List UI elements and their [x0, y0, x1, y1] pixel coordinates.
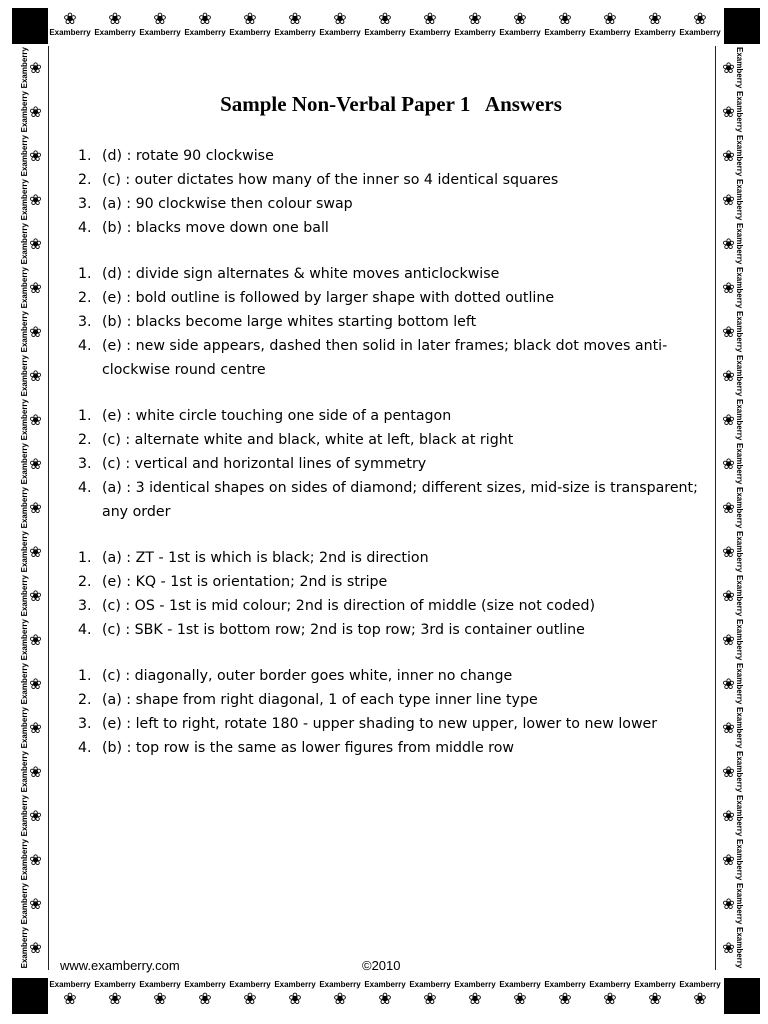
- dancing-figures-icon: ❀: [333, 9, 347, 28]
- border-logo-unit: [138, 972, 182, 1008]
- answer-text: (c) : OS - 1st is mid colour; 2nd is direction of middle (size not coded): [102, 598, 596, 614]
- answer-section: [78, 262, 698, 382]
- border-brand-text: Examberry: [20, 91, 30, 133]
- border-brand-text: Examberry: [734, 487, 744, 529]
- border-brand-text: Examberry: [409, 980, 451, 989]
- border-brand-text: Examberry: [734, 619, 744, 661]
- border-brand-text: Examberry: [734, 575, 744, 617]
- dancing-figures-icon: ❀: [722, 103, 735, 121]
- border-logo-unit: [716, 838, 750, 882]
- border-brand-text: Examberry: [184, 980, 226, 989]
- answer-text: (c) : diagonally, outer border goes white, inner no change: [102, 668, 513, 684]
- border-brand-text: Examberry: [20, 223, 30, 265]
- dancing-figures-icon: ❀: [423, 9, 437, 28]
- border-brand-text: Examberry: [20, 399, 30, 441]
- dancing-figures-icon: ❀: [29, 587, 42, 605]
- answer-text: (e) : new side appears, dashed then solid in later frames; black dot moves anti-clockwise round centre: [102, 338, 668, 378]
- border-logo-unit: [14, 442, 48, 486]
- border-brand-text: Examberry: [734, 839, 744, 881]
- dancing-figures-icon: ❀: [722, 499, 735, 517]
- border-logo-unit: [14, 134, 48, 178]
- border-logo-unit: [408, 10, 452, 46]
- answer-item: [78, 688, 698, 712]
- border-brand-text: Examberry: [734, 531, 744, 573]
- border-logo-unit: [716, 618, 750, 662]
- answer-number: 1.: [78, 408, 92, 424]
- border-logo-unit: [93, 10, 137, 46]
- answer-item: [78, 168, 698, 192]
- dancing-figures-icon: ❀: [29, 939, 42, 957]
- answer-text: (e) : KQ - 1st is orientation; 2nd is stripe: [102, 574, 388, 590]
- border-logo-unit: [588, 10, 632, 46]
- answer-text: (a) : 3 identical shapes on sides of diamond; different sizes, mid-size is transparent; any order: [102, 480, 698, 520]
- border-brand-text: Examberry: [20, 531, 30, 573]
- border-brand-text: Examberry: [734, 267, 744, 309]
- dancing-figures-icon: ❀: [722, 631, 735, 649]
- answer-number: 1.: [78, 148, 92, 164]
- dancing-figures-icon: ❀: [108, 989, 122, 1008]
- border-brand-text: Examberry: [679, 980, 721, 989]
- border-brand-text: Examberry: [734, 883, 744, 925]
- dancing-figures-icon: ❀: [29, 411, 42, 429]
- answer-number: 2.: [78, 574, 92, 590]
- border-logo-unit: [273, 972, 317, 1008]
- dancing-figures-icon: ❀: [29, 851, 42, 869]
- dancing-figures-icon: ❀: [722, 807, 735, 825]
- border-logo-unit: [363, 972, 407, 1008]
- answer-number: 2.: [78, 432, 92, 448]
- border-brand-text: Examberry: [94, 980, 136, 989]
- border-brand-text: Examberry: [734, 179, 744, 221]
- border-logo-unit: [716, 222, 750, 266]
- border-logo-unit: [716, 266, 750, 310]
- answer-number: 4.: [78, 480, 92, 496]
- border-brand-text: Examberry: [274, 980, 316, 989]
- dancing-figures-icon: ❀: [722, 367, 735, 385]
- dancing-figures-icon: ❀: [333, 989, 347, 1008]
- border-logo-unit: [183, 972, 227, 1008]
- dancing-figures-icon: ❀: [693, 989, 707, 1008]
- dancing-figures-icon: ❀: [378, 9, 392, 28]
- border-brand-text: Examberry: [20, 795, 30, 837]
- border-logo-unit: [14, 706, 48, 750]
- border-brand-text: Examberry: [734, 91, 744, 133]
- border-logo-unit: [14, 222, 48, 266]
- border-logo-unit: [498, 10, 542, 46]
- border-logo-unit: [716, 134, 750, 178]
- border-logo-unit: [678, 10, 722, 46]
- border-brand-text: Examberry: [409, 28, 451, 37]
- answer-item: [78, 404, 698, 428]
- border-brand-text: Examberry: [20, 135, 30, 177]
- answer-number: 1.: [78, 266, 92, 282]
- answer-text: (e) : bold outline is followed by larger shape with dotted outline: [102, 290, 555, 306]
- answer-item: [78, 286, 698, 310]
- dancing-figures-icon: ❀: [63, 989, 77, 1008]
- border-brand-text: Examberry: [634, 980, 676, 989]
- border-logo-unit: [14, 266, 48, 310]
- answer-number: 2.: [78, 290, 92, 306]
- dancing-figures-icon: ❀: [243, 989, 257, 1008]
- border-brand-text: Examberry: [20, 179, 30, 221]
- answer-text: (e) : left to right, rotate 180 - upper shading to new upper, lower to new lower: [102, 716, 658, 732]
- border-strip-left: [14, 46, 48, 972]
- border-brand-text: Examberry: [544, 980, 586, 989]
- border-brand-text: Examberry: [319, 28, 361, 37]
- answer-item: [78, 334, 698, 382]
- border-logo-unit: [716, 442, 750, 486]
- dancing-figures-icon: ❀: [722, 455, 735, 473]
- dancing-figures-icon: ❀: [468, 9, 482, 28]
- answer-item: [78, 546, 698, 570]
- dancing-figures-icon: ❀: [722, 235, 735, 253]
- border-brand-text: Examberry: [589, 28, 631, 37]
- dancing-figures-icon: ❀: [198, 989, 212, 1008]
- border-logo-unit: [716, 310, 750, 354]
- border-logo-unit: [588, 972, 632, 1008]
- dancing-figures-icon: ❀: [29, 543, 42, 561]
- border-logo-unit: [14, 90, 48, 134]
- border-brand-text: Examberry: [20, 707, 30, 749]
- border-logo-unit: [716, 750, 750, 794]
- answer-number: 2.: [78, 172, 92, 188]
- dancing-figures-icon: ❀: [722, 895, 735, 913]
- border-logo-unit: [14, 926, 48, 970]
- answer-number: 4.: [78, 220, 92, 236]
- answer-text: (c) : SBK - 1st is bottom row; 2nd is top row; 3rd is container outline: [102, 622, 585, 638]
- answer-item: [78, 594, 698, 618]
- border-brand-text: Examberry: [20, 443, 30, 485]
- dancing-figures-icon: ❀: [29, 235, 42, 253]
- border-brand-text: Examberry: [139, 28, 181, 37]
- border-brand-text: Examberry: [20, 619, 30, 661]
- answer-item: [78, 310, 698, 334]
- answer-section: [78, 546, 698, 642]
- border-logo-unit: [318, 972, 362, 1008]
- border-brand-text: Examberry: [364, 28, 406, 37]
- border-logo-unit: [543, 10, 587, 46]
- answer-text: (c) : outer dictates how many of the inner so 4 identical squares: [102, 172, 559, 188]
- dancing-figures-icon: ❀: [722, 939, 735, 957]
- answer-number: 3.: [78, 196, 92, 212]
- answer-text: (d) : rotate 90 clockwise: [102, 148, 274, 164]
- border-brand-text: Examberry: [454, 28, 496, 37]
- answer-number: 4.: [78, 740, 92, 756]
- answer-text: (b) : blacks become large whites starting bottom left: [102, 314, 477, 330]
- answers-content: [78, 144, 698, 782]
- dancing-figures-icon: ❀: [722, 675, 735, 693]
- border-brand-text: Examberry: [20, 839, 30, 881]
- border-brand-text: Examberry: [139, 980, 181, 989]
- border-logo-unit: [228, 972, 272, 1008]
- border-brand-text: Examberry: [20, 575, 30, 617]
- page-title: Sample Non-Verbal Paper 1 Answers: [220, 92, 562, 117]
- border-brand-text: Examberry: [634, 28, 676, 37]
- border-logo-unit: [138, 10, 182, 46]
- dancing-figures-icon: ❀: [198, 9, 212, 28]
- dancing-figures-icon: ❀: [722, 411, 735, 429]
- border-logo-unit: [14, 838, 48, 882]
- answer-item: [78, 192, 698, 216]
- border-logo-unit: [678, 972, 722, 1008]
- border-logo-unit: [14, 574, 48, 618]
- answer-item: [78, 262, 698, 286]
- border-brand-text: Examberry: [454, 980, 496, 989]
- border-logo-unit: [14, 310, 48, 354]
- border-logo-unit: [14, 794, 48, 838]
- dancing-figures-icon: ❀: [288, 989, 302, 1008]
- dancing-figures-icon: ❀: [29, 499, 42, 517]
- border-logo-unit: [716, 926, 750, 970]
- dancing-figures-icon: ❀: [29, 191, 42, 209]
- border-brand-text: Examberry: [184, 28, 226, 37]
- answer-item: [78, 452, 698, 476]
- answer-section: [78, 144, 698, 240]
- answer-number: 3.: [78, 456, 92, 472]
- dancing-figures-icon: ❀: [722, 59, 735, 77]
- border-brand-text: Examberry: [734, 355, 744, 397]
- dancing-figures-icon: ❀: [288, 9, 302, 28]
- border-strip-right: [716, 46, 752, 972]
- border-logo-unit: [716, 882, 750, 926]
- answer-text: (c) : alternate white and black, white at left, black at right: [102, 432, 514, 448]
- dancing-figures-icon: ❀: [722, 147, 735, 165]
- answer-number: 3.: [78, 598, 92, 614]
- corner-block-bottom-right: [724, 978, 760, 1014]
- dancing-figures-icon: ❀: [29, 59, 42, 77]
- border-strip-bottom: [48, 972, 724, 1008]
- border-brand-text: Examberry: [499, 980, 541, 989]
- dancing-figures-icon: ❀: [243, 9, 257, 28]
- border-logo-unit: [453, 972, 497, 1008]
- answer-text: (c) : vertical and horizontal lines of symmetry: [102, 456, 427, 472]
- border-logo-unit: [14, 178, 48, 222]
- border-logo-unit: [14, 618, 48, 662]
- dancing-figures-icon: ❀: [29, 147, 42, 165]
- border-logo-unit: [14, 398, 48, 442]
- border-logo-unit: [716, 662, 750, 706]
- border-logo-unit: [48, 972, 92, 1008]
- dancing-figures-icon: ❀: [722, 587, 735, 605]
- dancing-figures-icon: ❀: [378, 989, 392, 1008]
- border-logo-unit: [716, 486, 750, 530]
- dancing-figures-icon: ❀: [29, 807, 42, 825]
- border-brand-text: Examberry: [319, 980, 361, 989]
- answer-item: [78, 736, 698, 760]
- dancing-figures-icon: ❀: [603, 989, 617, 1008]
- corner-block-top-left: [12, 8, 48, 44]
- border-brand-text: Examberry: [94, 28, 136, 37]
- corner-block-bottom-left: [12, 978, 48, 1014]
- answer-item: [78, 570, 698, 594]
- border-brand-text: Examberry: [734, 707, 744, 749]
- dancing-figures-icon: ❀: [29, 455, 42, 473]
- border-logo-unit: [14, 530, 48, 574]
- border-brand-text: Examberry: [734, 311, 744, 353]
- answer-text: (a) : ZT - 1st is which is black; 2nd is direction: [102, 550, 429, 566]
- dancing-figures-icon: ❀: [722, 323, 735, 341]
- border-strip-top: [48, 10, 724, 46]
- dancing-figures-icon: ❀: [29, 367, 42, 385]
- answer-number: 4.: [78, 338, 92, 354]
- border-logo-unit: [453, 10, 497, 46]
- corner-block-top-right: [724, 8, 760, 44]
- dancing-figures-icon: ❀: [29, 895, 42, 913]
- border-brand-text: Examberry: [20, 751, 30, 793]
- border-brand-text: Examberry: [20, 927, 30, 969]
- answer-number: 3.: [78, 716, 92, 732]
- border-brand-text: Examberry: [274, 28, 316, 37]
- border-logo-unit: [633, 972, 677, 1008]
- border-brand-text: Examberry: [679, 28, 721, 37]
- border-logo-unit: [14, 486, 48, 530]
- answer-item: [78, 664, 698, 688]
- dancing-figures-icon: ❀: [29, 719, 42, 737]
- border-brand-text: Examberry: [734, 927, 744, 969]
- footer-website: www.examberry.com: [60, 958, 180, 973]
- answer-section: [78, 664, 698, 760]
- border-logo-unit: [716, 46, 750, 90]
- border-brand-text: Examberry: [49, 980, 91, 989]
- border-brand-text: Examberry: [734, 47, 744, 89]
- dancing-figures-icon: ❀: [29, 675, 42, 693]
- border-logo-unit: [716, 574, 750, 618]
- border-logo-unit: [14, 882, 48, 926]
- border-brand-text: Examberry: [20, 663, 30, 705]
- border-brand-text: Examberry: [544, 28, 586, 37]
- answer-section: [78, 404, 698, 524]
- dancing-figures-icon: ❀: [29, 103, 42, 121]
- answer-text: (b) : blacks move down one ball: [102, 220, 329, 236]
- border-logo-unit: [716, 178, 750, 222]
- border-logo-unit: [716, 398, 750, 442]
- border-logo-unit: [48, 10, 92, 46]
- border-logo-unit: [14, 662, 48, 706]
- border-brand-text: Examberry: [734, 399, 744, 441]
- border-logo-unit: [14, 750, 48, 794]
- border-logo-unit: [183, 10, 227, 46]
- dancing-figures-icon: ❀: [108, 9, 122, 28]
- answer-item: [78, 144, 698, 168]
- border-logo-unit: [716, 794, 750, 838]
- answer-item: [78, 428, 698, 452]
- border-logo-unit: [273, 10, 317, 46]
- answer-item: [78, 476, 698, 524]
- border-logo-unit: [498, 972, 542, 1008]
- answer-number: 3.: [78, 314, 92, 330]
- border-brand-text: Examberry: [20, 311, 30, 353]
- dancing-figures-icon: ❀: [722, 543, 735, 561]
- border-brand-text: Examberry: [589, 980, 631, 989]
- dancing-figures-icon: ❀: [29, 631, 42, 649]
- border-logo-unit: [408, 972, 452, 1008]
- border-brand-text: Examberry: [229, 28, 271, 37]
- border-logo-unit: [716, 706, 750, 750]
- dancing-figures-icon: ❀: [468, 989, 482, 1008]
- answer-text: (a) : shape from right diagonal, 1 of each type inner line type: [102, 692, 538, 708]
- answer-number: 1.: [78, 550, 92, 566]
- border-logo-unit: [14, 354, 48, 398]
- dancing-figures-icon: ❀: [558, 989, 572, 1008]
- dancing-figures-icon: ❀: [153, 989, 167, 1008]
- border-brand-text: Examberry: [20, 267, 30, 309]
- border-brand-text: Examberry: [734, 795, 744, 837]
- border-logo-unit: [543, 972, 587, 1008]
- border-brand-text: Examberry: [734, 135, 744, 177]
- dancing-figures-icon: ❀: [722, 851, 735, 869]
- answer-number: 1.: [78, 668, 92, 684]
- dancing-figures-icon: ❀: [722, 719, 735, 737]
- dancing-figures-icon: ❀: [558, 9, 572, 28]
- dancing-figures-icon: ❀: [722, 279, 735, 297]
- border-logo-unit: [318, 10, 362, 46]
- dancing-figures-icon: ❀: [648, 989, 662, 1008]
- dancing-figures-icon: ❀: [63, 9, 77, 28]
- answer-number: 2.: [78, 692, 92, 708]
- border-brand-text: Examberry: [20, 355, 30, 397]
- dancing-figures-icon: ❀: [29, 763, 42, 781]
- border-brand-text: Examberry: [734, 223, 744, 265]
- answer-number: 4.: [78, 622, 92, 638]
- border-logo-unit: [363, 10, 407, 46]
- border-brand-text: Examberry: [229, 980, 271, 989]
- dancing-figures-icon: ❀: [29, 279, 42, 297]
- footer-copyright: ©2010: [362, 958, 401, 973]
- dancing-figures-icon: ❀: [722, 191, 735, 209]
- border-brand-text: Examberry: [734, 751, 744, 793]
- dancing-figures-icon: ❀: [423, 989, 437, 1008]
- border-brand-text: Examberry: [20, 487, 30, 529]
- answer-text: (b) : top row is the same as lower figures from middle row: [102, 740, 514, 756]
- border-brand-text: Examberry: [734, 663, 744, 705]
- dancing-figures-icon: ❀: [513, 989, 527, 1008]
- answer-item: [78, 216, 698, 240]
- border-brand-text: Examberry: [499, 28, 541, 37]
- border-brand-text: Examberry: [20, 47, 30, 89]
- dancing-figures-icon: ❀: [513, 9, 527, 28]
- dancing-figures-icon: ❀: [693, 9, 707, 28]
- border-brand-text: Examberry: [734, 443, 744, 485]
- border-logo-unit: [716, 530, 750, 574]
- dancing-figures-icon: ❀: [153, 9, 167, 28]
- dancing-figures-icon: ❀: [603, 9, 617, 28]
- border-logo-unit: [716, 354, 750, 398]
- border-brand-text: Examberry: [364, 980, 406, 989]
- border-logo-unit: [228, 10, 272, 46]
- answer-text: (e) : white circle touching one side of a pentagon: [102, 408, 452, 424]
- border-brand-text: Examberry: [20, 883, 30, 925]
- border-logo-unit: [93, 972, 137, 1008]
- answer-item: [78, 618, 698, 642]
- dancing-figures-icon: ❀: [29, 323, 42, 341]
- answer-text: (d) : divide sign alternates & white moves anticlockwise: [102, 266, 500, 282]
- border-brand-text: Examberry: [49, 28, 91, 37]
- border-logo-unit: [633, 10, 677, 46]
- dancing-figures-icon: ❀: [722, 763, 735, 781]
- answer-item: [78, 712, 698, 736]
- answer-text: (a) : 90 clockwise then colour swap: [102, 196, 353, 212]
- dancing-figures-icon: ❀: [648, 9, 662, 28]
- border-logo-unit: [14, 46, 48, 90]
